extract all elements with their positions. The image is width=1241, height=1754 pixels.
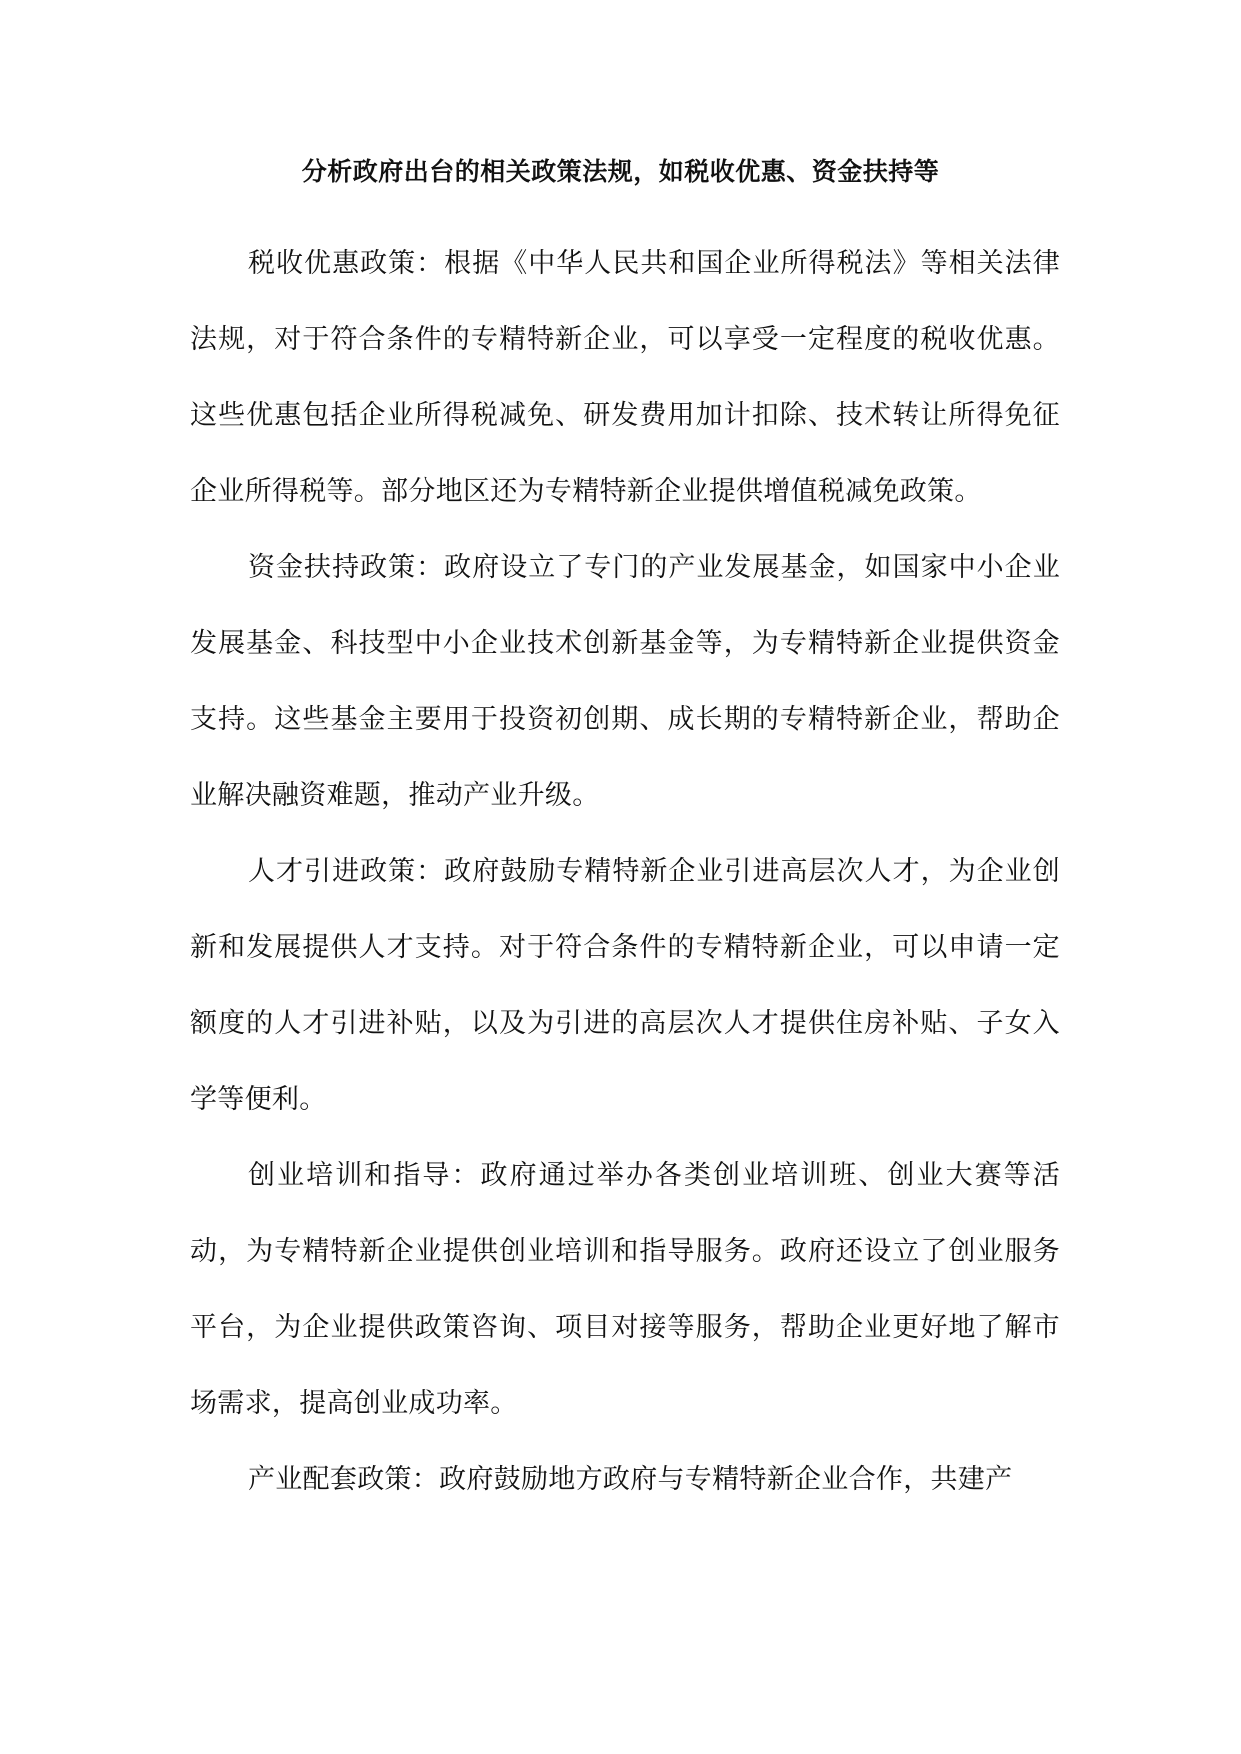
- paragraph-funding-policy: 资金扶持政策：政府设立了专门的产业发展基金，如国家中小企业发展基金、科技型中小企业技术创新基金等，为专精特新企业提供资金支持。这些基金主要用于投资初创期、成长期的专精特新企业，帮助企业解决融资难题，推动产业升级。: [190, 552, 1060, 811]
- paragraph-training-guidance: 创业培训和指导：政府通过举办各类创业培训班、创业大赛等活动，为专精特新企业提供创业培训和指导服务。政府还设立了创业服务平台，为企业提供政策咨询、项目对接等服务，帮助企业更好地了解市场需求，提高创业成功率。: [190, 1160, 1060, 1419]
- paragraph-industry-support: 产业配套政策：政府鼓励地方政府与专精特新企业合作，共建产: [248, 1464, 1013, 1495]
- document-title: 分析政府出台的相关政策法规，如税收优惠、资金扶持等: [301, 157, 940, 186]
- document-body: [190, 226, 1060, 1518]
- paragraph-talent-policy: 人才引进政策：政府鼓励专精特新企业引进高层次人才，为企业创新和发展提供人才支持。对于符合条件的专精特新企业，可以申请一定额度的人才引进补贴，以及为引进的高层次人才提供住房补贴、子女入学等便利。: [190, 856, 1060, 1115]
- paragraph-tax-policy: 税收优惠政策：根据《中华人民共和国企业所得税法》等相关法律法规，对于符合条件的专精特新企业，可以享受一定程度的税收优惠。这些优惠包括企业所得税减免、研发费用加计扣除、技术转让所得免征企业所得税等。部分地区还为专精特新企业提供增值税减免政策。: [190, 248, 1060, 507]
